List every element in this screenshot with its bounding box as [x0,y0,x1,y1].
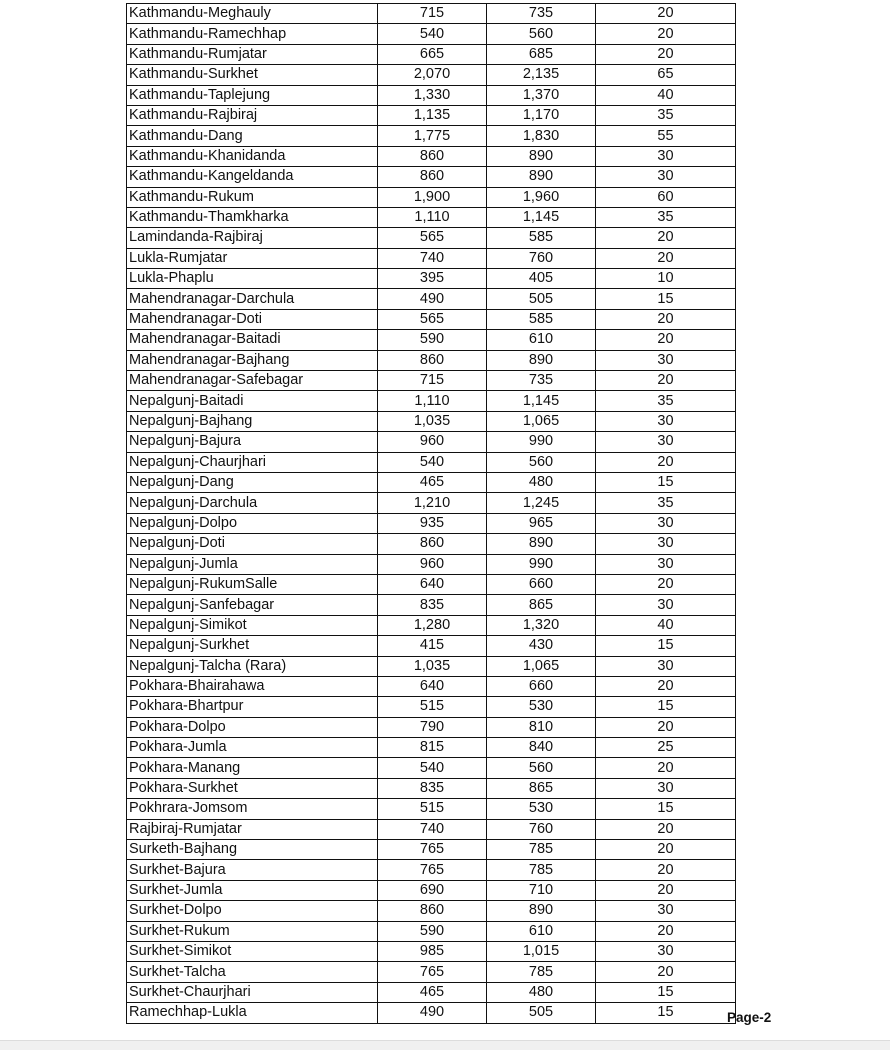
table-row [127,676,736,696]
table-row [127,309,736,329]
value-cell-3: 20 [596,44,736,64]
value-cell-3: 15 [596,799,736,819]
sector-cell: Kathmandu-Khanidanda [127,146,378,166]
value-cell-3: 55 [596,126,736,146]
table-row [127,840,736,860]
value-cell-3: 20 [596,962,736,982]
value-cell-3: 65 [596,65,736,85]
value-cell-3: 20 [596,717,736,737]
value-cell-1: 765 [378,840,487,860]
sector-cell: Nepalgunj-Simikot [127,615,378,635]
value-cell-2: 890 [487,167,596,187]
value-cell-2: 785 [487,840,596,860]
value-cell-1: 860 [378,146,487,166]
value-cell-2: 965 [487,513,596,533]
value-cell-3: 30 [596,146,736,166]
value-cell-2: 560 [487,758,596,778]
value-cell-2: 1,170 [487,105,596,125]
value-cell-2: 405 [487,269,596,289]
table-row [127,289,736,309]
value-cell-1: 565 [378,309,487,329]
value-cell-2: 810 [487,717,596,737]
value-cell-3: 20 [596,921,736,941]
value-cell-3: 30 [596,656,736,676]
value-cell-3: 20 [596,309,736,329]
sector-cell: Nepalgunj-Jumla [127,554,378,574]
table-row [127,982,736,1002]
table-row [127,758,736,778]
value-cell-2: 890 [487,350,596,370]
value-cell-3: 30 [596,941,736,961]
value-cell-3: 15 [596,1003,736,1023]
table-row [127,962,736,982]
value-cell-1: 515 [378,799,487,819]
value-cell-2: 760 [487,248,596,268]
value-cell-1: 1,035 [378,656,487,676]
value-cell-3: 30 [596,554,736,574]
sector-cell: Pokhara-Bhartpur [127,697,378,717]
sector-cell: Ramechhap-Lukla [127,1003,378,1023]
value-cell-3: 30 [596,778,736,798]
value-cell-1: 835 [378,595,487,615]
table-row [127,187,736,207]
value-cell-2: 560 [487,24,596,44]
value-cell-3: 30 [596,167,736,187]
value-cell-2: 1,370 [487,85,596,105]
value-cell-2: 785 [487,962,596,982]
value-cell-1: 790 [378,717,487,737]
value-cell-1: 1,210 [378,493,487,513]
sector-cell: Kathmandu-Rumjatar [127,44,378,64]
sector-cell: Kathmandu-Rukum [127,187,378,207]
value-cell-2: 710 [487,880,596,900]
table-row [127,330,736,350]
value-cell-2: 585 [487,228,596,248]
value-cell-2: 865 [487,595,596,615]
table-row [127,738,736,758]
sector-cell: Nepalgunj-Talcha (Rara) [127,656,378,676]
value-cell-2: 1,145 [487,391,596,411]
value-cell-3: 30 [596,513,736,533]
table-row [127,269,736,289]
value-cell-1: 935 [378,513,487,533]
table-row [127,248,736,268]
value-cell-1: 715 [378,4,487,24]
sector-cell: Lukla-Rumjatar [127,248,378,268]
value-cell-2: 735 [487,4,596,24]
sector-cell: Nepalgunj-Chaurjhari [127,452,378,472]
value-cell-3: 20 [596,4,736,24]
value-cell-3: 30 [596,411,736,431]
sector-cell: Surkhet-Jumla [127,880,378,900]
value-cell-1: 835 [378,778,487,798]
value-cell-2: 560 [487,452,596,472]
value-cell-1: 2,070 [378,65,487,85]
value-cell-1: 1,110 [378,207,487,227]
table-row [127,371,736,391]
value-cell-2: 735 [487,371,596,391]
sector-cell: Surkhet-Simikot [127,941,378,961]
table-row [127,717,736,737]
table-row [127,860,736,880]
value-cell-2: 585 [487,309,596,329]
value-cell-2: 1,065 [487,411,596,431]
sector-cell: Kathmandu-Kangeldanda [127,167,378,187]
value-cell-2: 785 [487,860,596,880]
value-cell-1: 860 [378,534,487,554]
value-cell-2: 990 [487,432,596,452]
value-cell-3: 20 [596,228,736,248]
table-row [127,472,736,492]
value-cell-2: 505 [487,289,596,309]
table-row [127,901,736,921]
table-row [127,350,736,370]
value-cell-2: 660 [487,676,596,696]
table-row [127,921,736,941]
table-row [127,432,736,452]
sector-cell: Kathmandu-Rajbiraj [127,105,378,125]
value-cell-2: 890 [487,534,596,554]
value-cell-3: 35 [596,391,736,411]
table-row [127,799,736,819]
value-cell-3: 20 [596,880,736,900]
value-cell-1: 565 [378,228,487,248]
value-cell-3: 10 [596,269,736,289]
value-cell-1: 590 [378,921,487,941]
sector-cell: Mahendranagar-Doti [127,309,378,329]
sector-cell: Mahendranagar-Bajhang [127,350,378,370]
sector-cell: Mahendranagar-Baitadi [127,330,378,350]
value-cell-1: 765 [378,962,487,982]
sector-cell: Pokhara-Bhairahawa [127,676,378,696]
value-cell-1: 640 [378,676,487,696]
sector-cell: Nepalgunj-Surkhet [127,636,378,656]
value-cell-1: 1,110 [378,391,487,411]
value-cell-1: 960 [378,554,487,574]
table-row [127,391,736,411]
page-number-label: Page-2 [727,1010,772,1025]
sector-cell: Nepalgunj-Doti [127,534,378,554]
value-cell-1: 960 [378,432,487,452]
table-row [127,1003,736,1023]
value-cell-1: 415 [378,636,487,656]
value-cell-1: 465 [378,472,487,492]
value-cell-2: 530 [487,697,596,717]
table-row [127,207,736,227]
value-cell-2: 530 [487,799,596,819]
sector-cell: Surketh-Bajhang [127,840,378,860]
sector-cell: Pokhara-Manang [127,758,378,778]
table-row [127,126,736,146]
sector-cell: Surkhet-Dolpo [127,901,378,921]
value-cell-3: 30 [596,595,736,615]
sector-cell: Pokhara-Dolpo [127,717,378,737]
table-row [127,167,736,187]
value-cell-1: 1,900 [378,187,487,207]
value-cell-2: 990 [487,554,596,574]
value-cell-1: 395 [378,269,487,289]
value-cell-2: 1,015 [487,941,596,961]
value-cell-3: 15 [596,697,736,717]
value-cell-1: 1,035 [378,411,487,431]
table-row [127,534,736,554]
table-row [127,595,736,615]
table-row [127,411,736,431]
value-cell-3: 20 [596,676,736,696]
value-cell-1: 860 [378,167,487,187]
table-row [127,574,736,594]
value-cell-3: 35 [596,105,736,125]
sector-cell: Nepalgunj-RukumSalle [127,574,378,594]
value-cell-3: 20 [596,574,736,594]
value-cell-2: 2,135 [487,65,596,85]
value-cell-2: 685 [487,44,596,64]
sector-cell: Pokhrara-Jomsom [127,799,378,819]
value-cell-1: 860 [378,350,487,370]
value-cell-3: 30 [596,350,736,370]
value-cell-1: 540 [378,452,487,472]
value-cell-1: 860 [378,901,487,921]
sector-cell: Kathmandu-Surkhet [127,65,378,85]
value-cell-3: 15 [596,982,736,1002]
value-cell-2: 760 [487,819,596,839]
value-cell-2: 865 [487,778,596,798]
value-cell-1: 740 [378,819,487,839]
sector-cell: Pokhara-Jumla [127,738,378,758]
value-cell-3: 20 [596,24,736,44]
sector-cell: Nepalgunj-Dang [127,472,378,492]
value-cell-1: 740 [378,248,487,268]
value-cell-3: 60 [596,187,736,207]
sector-cell: Surkhet-Chaurjhari [127,982,378,1002]
value-cell-3: 25 [596,738,736,758]
sector-cell: Surkhet-Talcha [127,962,378,982]
value-cell-2: 1,065 [487,656,596,676]
value-cell-3: 30 [596,534,736,554]
sector-cell: Kathmandu-Thamkharka [127,207,378,227]
value-cell-3: 20 [596,819,736,839]
table-row [127,819,736,839]
value-cell-1: 1,280 [378,615,487,635]
sector-cell: Mahendranagar-Darchula [127,289,378,309]
sector-cell: Nepalgunj-Sanfebagar [127,595,378,615]
value-cell-2: 890 [487,901,596,921]
table-row [127,697,736,717]
value-cell-1: 490 [378,289,487,309]
value-cell-1: 1,135 [378,105,487,125]
table-row [127,636,736,656]
value-cell-2: 1,320 [487,615,596,635]
table-row [127,146,736,166]
value-cell-3: 15 [596,289,736,309]
sector-cell: Kathmandu-Dang [127,126,378,146]
value-cell-1: 690 [378,880,487,900]
value-cell-1: 765 [378,860,487,880]
value-cell-1: 985 [378,941,487,961]
value-cell-1: 540 [378,758,487,778]
sector-cell: Kathmandu-Ramechhap [127,24,378,44]
fare-table [126,3,736,1024]
value-cell-1: 665 [378,44,487,64]
value-cell-3: 35 [596,207,736,227]
fare-table-body [127,4,736,1024]
sector-cell: Nepalgunj-Bajura [127,432,378,452]
sector-cell: Rajbiraj-Rumjatar [127,819,378,839]
table-row [127,452,736,472]
value-cell-3: 20 [596,371,736,391]
value-cell-2: 890 [487,146,596,166]
table-row [127,85,736,105]
sector-cell: Lamindanda-Rajbiraj [127,228,378,248]
value-cell-3: 15 [596,472,736,492]
value-cell-2: 610 [487,921,596,941]
sector-cell: Mahendranagar-Safebagar [127,371,378,391]
value-cell-1: 490 [378,1003,487,1023]
table-row [127,228,736,248]
value-cell-3: 30 [596,432,736,452]
value-cell-2: 480 [487,472,596,492]
value-cell-2: 1,960 [487,187,596,207]
sector-cell: Lukla-Phaplu [127,269,378,289]
table-row [127,778,736,798]
sector-cell: Kathmandu-Meghauly [127,4,378,24]
table-row [127,105,736,125]
sector-cell: Nepalgunj-Baitadi [127,391,378,411]
value-cell-2: 840 [487,738,596,758]
value-cell-2: 1,145 [487,207,596,227]
sector-cell: Nepalgunj-Dolpo [127,513,378,533]
value-cell-3: 20 [596,452,736,472]
table-row [127,615,736,635]
sector-cell: Surkhet-Rukum [127,921,378,941]
value-cell-3: 20 [596,248,736,268]
value-cell-2: 1,245 [487,493,596,513]
table-row [127,880,736,900]
sector-cell: Nepalgunj-Bajhang [127,411,378,431]
value-cell-2: 505 [487,1003,596,1023]
value-cell-2: 610 [487,330,596,350]
value-cell-3: 30 [596,901,736,921]
value-cell-3: 20 [596,758,736,778]
table-row [127,65,736,85]
value-cell-3: 20 [596,860,736,880]
table-row [127,513,736,533]
table-row [127,4,736,24]
value-cell-2: 660 [487,574,596,594]
table-row [127,656,736,676]
value-cell-3: 15 [596,636,736,656]
value-cell-1: 640 [378,574,487,594]
sector-cell: Nepalgunj-Darchula [127,493,378,513]
table-row [127,554,736,574]
value-cell-3: 35 [596,493,736,513]
value-cell-1: 465 [378,982,487,1002]
sector-cell: Surkhet-Bajura [127,860,378,880]
value-cell-3: 20 [596,840,736,860]
value-cell-3: 40 [596,615,736,635]
value-cell-1: 1,330 [378,85,487,105]
sector-cell: Kathmandu-Taplejung [127,85,378,105]
value-cell-2: 430 [487,636,596,656]
sector-cell: Pokhara-Surkhet [127,778,378,798]
value-cell-1: 1,775 [378,126,487,146]
table-row [127,44,736,64]
value-cell-1: 590 [378,330,487,350]
value-cell-1: 515 [378,697,487,717]
value-cell-2: 1,830 [487,126,596,146]
value-cell-3: 40 [596,85,736,105]
value-cell-1: 715 [378,371,487,391]
table-row [127,493,736,513]
value-cell-1: 815 [378,738,487,758]
value-cell-2: 480 [487,982,596,1002]
table-row [127,941,736,961]
value-cell-1: 540 [378,24,487,44]
value-cell-3: 20 [596,330,736,350]
table-row [127,24,736,44]
